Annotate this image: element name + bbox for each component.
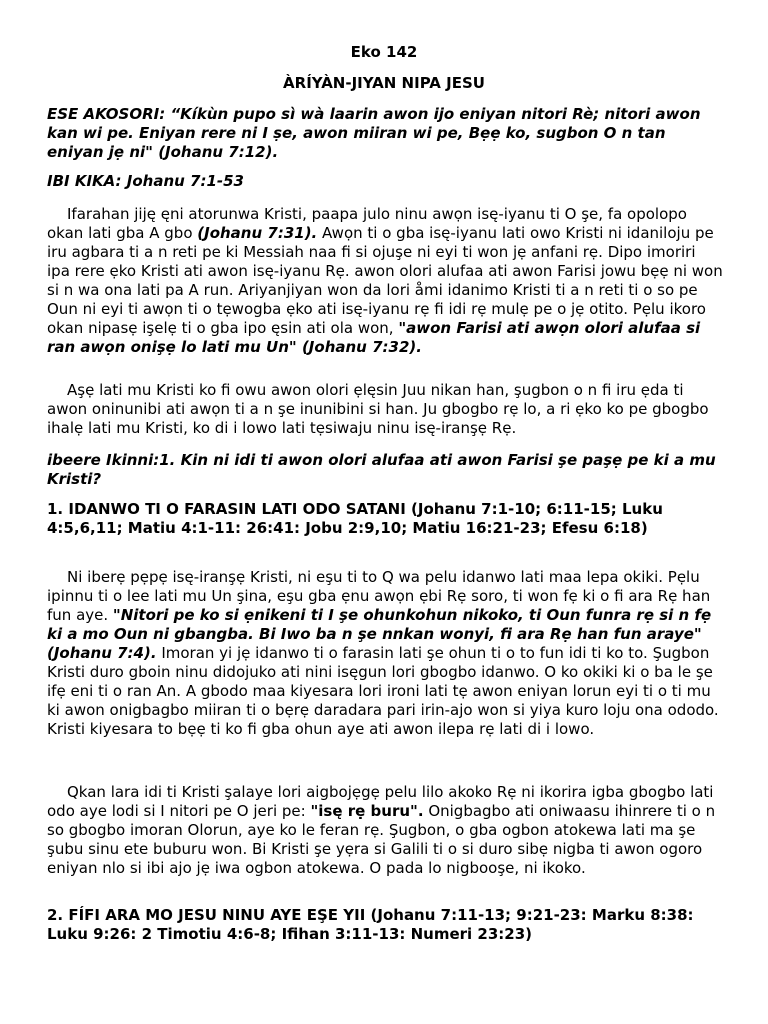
intro-p1-text-a: Ifarahan jiję ęni atorunwa Kristi, paapa julo ninu awọn isę-iyanu ti O şe, fa opolopo okan lati gba A gbo (47, 205, 687, 242)
section-1-p1-text-b: Imoran yi jẹ idanwo ti o farasin lati şe ohun ti o to fun idi ti ko to. Şugbon Kristi duro gboin ninu didojuko ati nini isęgun lori gbogbo idanwo. O ko okiki ki o ba le şe ifẹ eni ti o ran An. A gbodo maa kiyesara lori ironi lati tẹ awon eniyan lorun eyi ti o ti mu ki awon onigbagbo miiran ti o bẹrẹ daradara pari irin-ajo won si yiya kuro loju ona ododo. Kristi kiyesara to bẹẹ ti ko fi gba ohun aye ati awon ilepa rẹ lati di i lowo. (47, 644, 719, 738)
section-1-references: (Johanu 7:1-10; 6:11-15; Luku 4:5,6,11; Matiu 4:1-11: 26:41: Jobu 2:9,10; Matiu 16:21-23; Efesu 6:18) (47, 500, 663, 537)
section-1-title: 1. IDANWO TI O FARASIN LATI ODO SATANI (47, 500, 406, 518)
section-1-paragraph-2 (47, 783, 723, 878)
section-1-p2-bold: "isę rẹ buru". (310, 802, 424, 820)
intro-paragraph-2: Aşẹ lati mu Kristi ko fi owu awon olori ẹlęsin Juu nikan han, şugbon o n fi iru ẹda ti awon oninunibi ati awọn ti a n şe inunibini si han. Ju gbogbo rẹ lo, a ri ẹko ko pe gbogbo ihalẹ lati mu Kristi, ko di i lowo lati tẹsiwaju ninu isę-iranşẹ Rẹ. (47, 381, 709, 437)
memory-verse: ESE AKOSORI: “Kíkùn pupo sì wà laarin awon ijo eniyan nitori Rè; nitori awon kan wi pe. Eniyan rere ni I ṣe, awon miiran wi pe, Bẹẹ ko, sugbon O n tan eniyan jẹ ni" (Johanu 7:12). (47, 105, 701, 161)
lesson-title: ÀRÍYÀN-JIYAN NIPA JESU (283, 74, 485, 92)
section-1-p2-text-b: Onigbagbo ati oniwaasu ihinrere ti o n so gbogbo imoran Olorun, aye ko le feran rẹ. Şugbon, o gba ogbon atokewa lati ma şe şubu sinu ete buburu won. Bi Kristi şe yẹra si Galili ti o si duro sibẹ nigba ti awon ogoro eniyan nlo si ibi ajo jẹ iwa ogbon atokewa. O pada lo nigbooşe, ni ikoko. (47, 802, 716, 877)
section-1-p1-quote: "Nitori pe ko si ẹnikeni ti I şe ohunkohun nikoko, ti Oun funra rẹ si n fẹ ki a mo Oun ni gbangba. Bi Iwo ba n şe nnkan wonyi, fi ara Rẹ han fun araye" (Johanu 7:4). (47, 606, 712, 662)
lesson-number: Eko 142 (350, 43, 418, 61)
section-1-p2-text-a: Qkan lara idi ti Kristi şalaye lori aigbojẹgẹ pelu lilo akoko Rẹ ni ikorira igba gbogbo lati odo aye lodi si I nitori pe O jeri pe: (47, 783, 714, 820)
intro-p1-text-b: Awọn ti o gba isę-iyanu lati owo Kristi ni idaniloju pe iru agbara ti a n reti pe ki Messiah naa fi si ojuşe ni eyi ti won jẹ anfani rẹ. Dipo imoriri ipa rere ẹko Kristi ati awon isę-iyanu Rẹ. awon olori alufaa ati awon Farisi jowu bẹẹ ni won si n wa ona lati pa A run. Ariyanjiyan won da lori åmi idanimo Kristi ti a n reti ti o so pe Oun ni eyi ti awọn ti o tẹwogba ẹko ati isę-iyanu rẹ fi idi rẹ mulẹ pe o jẹ otito. Pẹlu ikoro okan nipasẹ işelẹ ti o gba ipo ęsin ati ola won, (47, 224, 723, 337)
section-1-paragraph-1 (47, 568, 723, 739)
section-2-title: 2. FÍFI ARA MO JESU NINU AYE EŞE YII (47, 906, 366, 924)
intro-paragraph-1 (47, 205, 723, 357)
question-1: ibeere Ikinni:1. Kin ni idi ti awon olori alufaa ati awon Farisi şe paşẹ pe ki a mu Kristi? (47, 451, 716, 488)
section-1-heading (47, 500, 723, 538)
intro-p1-quote: "awon Farisi ati awọn olori alufaa si ran awọn onişẹ lo lati mu Un" (Johanu 7:32). (47, 319, 701, 356)
intro-p1-reference: (Johanu 7:31). (197, 224, 318, 242)
section-1-p1-text-a: Ni iberẹ pẹpẹ isę-iranşẹ Kristi, ni eşu ti to Q wa pelu idanwo lati maa lepa okiki. Pẹlu ipinnu ti o lee lati mu Un şina, eşu gba ẹnu awọn ẹbi Rẹ soro, ti won fẹ ki o fi ara Rẹ han fun aye. (47, 568, 711, 624)
reading-reference: IBI KIKA: Johanu 7:1-53 (47, 172, 244, 190)
section-2-heading (47, 906, 723, 944)
section-2-references: (Johanu 7:11-13; 9:21-23: Marku 8:38: Luku 9:26: 2 Timotiu 4:6-8; Ifihan 3:11-13: Numeri 23:23) (47, 906, 694, 943)
